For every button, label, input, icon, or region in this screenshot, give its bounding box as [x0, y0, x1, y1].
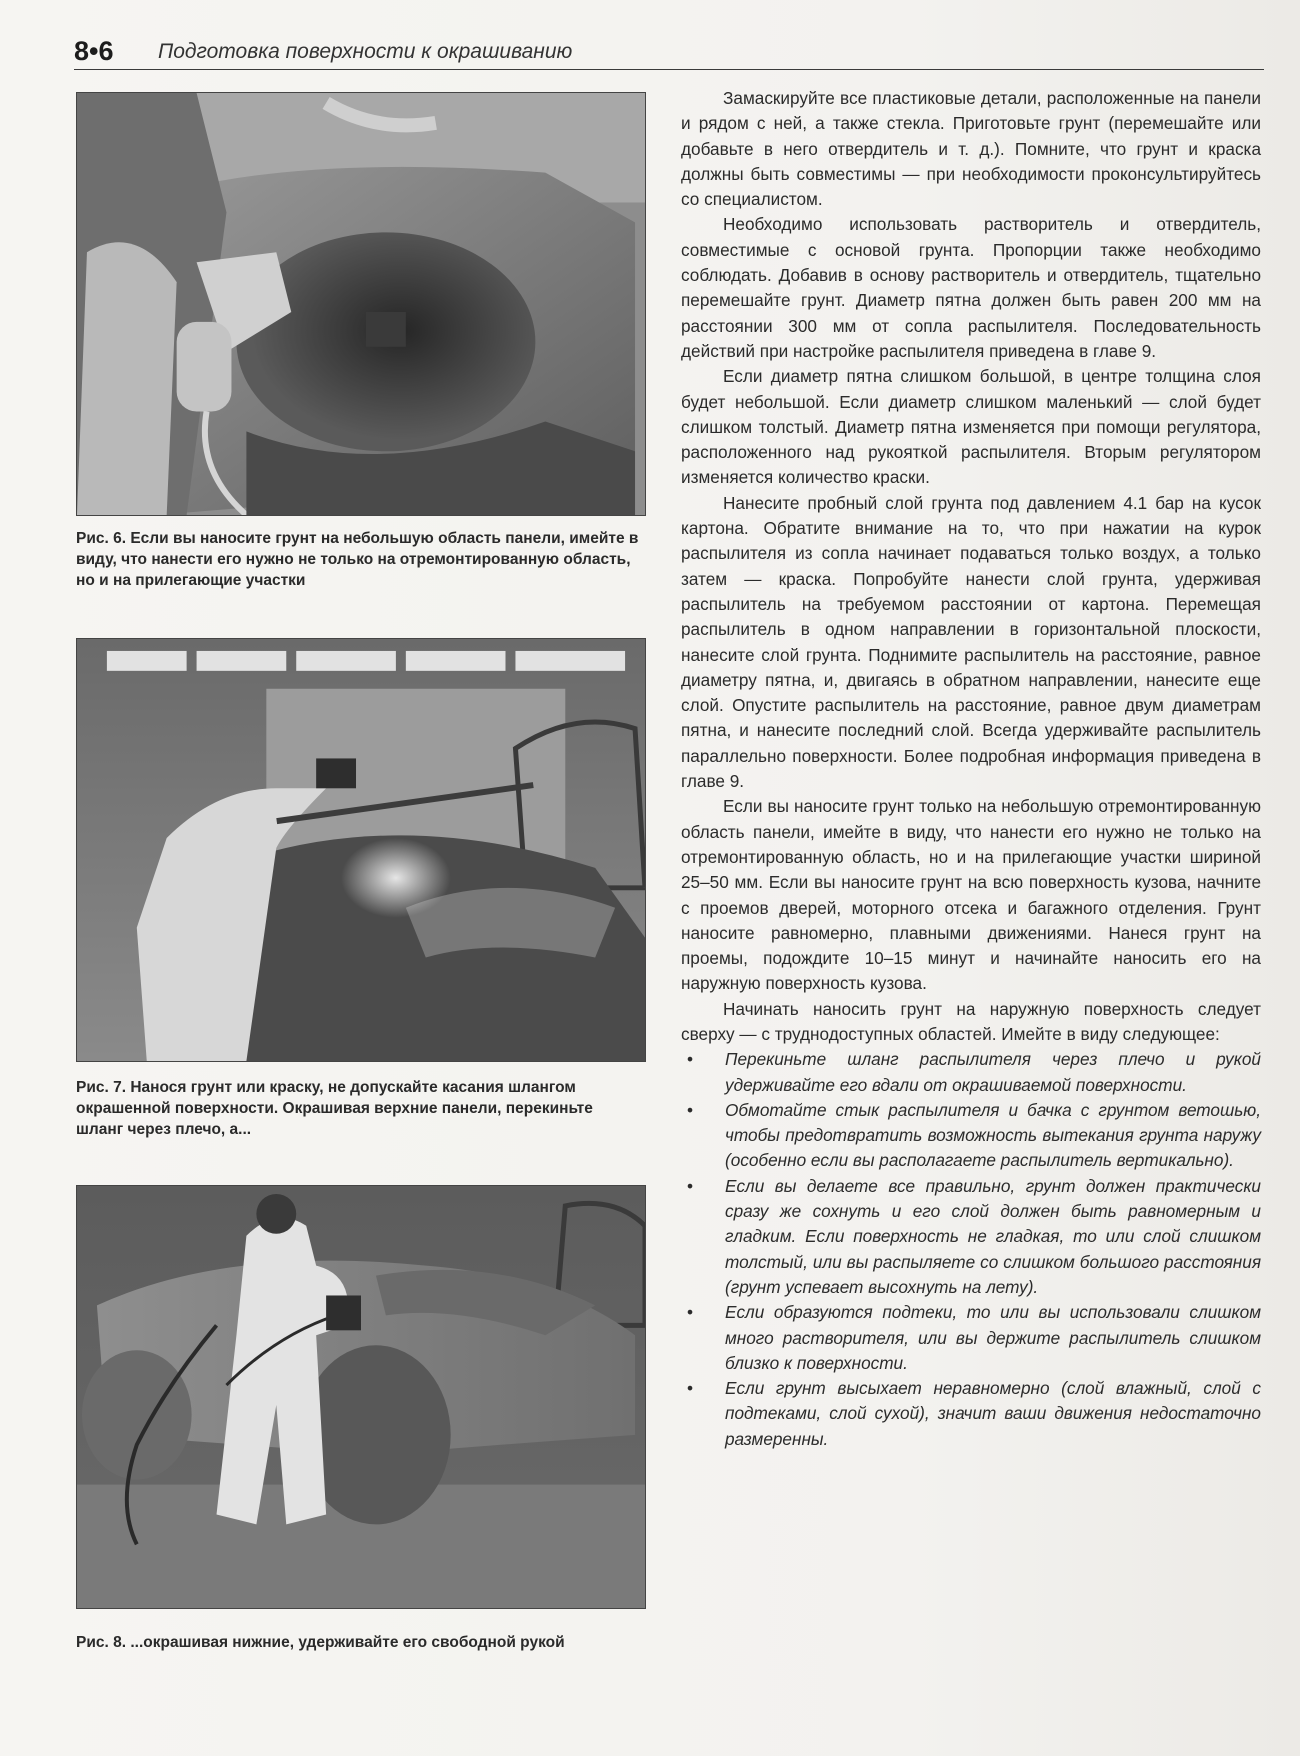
paragraph: Нанесите пробный слой грунта под давлением 4.1 бар на кусок картона. Обратите внимание на то, что при нажатии на курок распылителя из сопла начинает подаваться только воздух, а только затем — краска. Попробуйте нанести слой грунта, удерживая распылитель на требуемом расстоянии от картона. Перемещая распылитель в одном направлении в горизонтальной плоскости, нанесите слой грунта. Поднимите распылитель на расстояние, равное диаметру пятна, и, двигаясь в обратном направлении, нанесите еще слой. Опустите распылитель на расстояние, равное двум диаметрам пятна, и нанесите последний слой. Всегда удерживайте распылитель параллельно поверхности. Более подробная информация приведена в главе 9.: [681, 492, 1261, 792]
figure-7-caption: Рис. 7. Нанося грунт или краску, не допускайте касания шлангом окрашенной поверхности. Окрашивая верхние панели, перекиньте шланг через плечо, а...: [76, 1079, 593, 1138]
figure-8-caption: Рис. 8. ...окрашивая нижние, удерживайте его свободной рукой: [76, 1634, 565, 1651]
bullet-icon: •: [687, 1175, 694, 1196]
page-header: [74, 36, 1264, 70]
list-item: [681, 1300, 1261, 1376]
paragraph: Замаскируйте все пластиковые детали, расположенные на панели и рядом с ней, а также стекла. Приготовьте грунт (перемешайте или добавьте в него отвердитель и т. д.). Помните, что грунт и краска должны быть совместимы — при необходимости проконсультируйтесь со специалистом.: [681, 88, 1261, 210]
list-item-text: Если вы делаете все правильно, грунт должен практически сразу же сохнуть и его слой должен быть равномерным и гладким. Если поверхность не гладкая, то или слой слишком толстый, или вы распыляете со слишком большого расстояния (грунт успевает высохнуть на лету).: [725, 1175, 1261, 1297]
list-item-text: Если грунт высыхает неравномерно (слой влажный, слой с подтеками, слой сухой), значит ваши движения недостаточно размеренны.: [725, 1378, 1261, 1449]
list-item-text: Перекиньте шланг распылителя через плечо и рукой удерживайте его вдали от окрашиваемой поверхности.: [725, 1049, 1261, 1095]
list-item: [681, 1047, 1261, 1098]
figure-6-caption: Рис. 6. Если вы наносите грунт на небольшую область панели, имейте в виду, что нанести его нужно не только на отремонтированную область, но и на прилегающие участки: [76, 530, 639, 589]
paragraph: Если вы наносите грунт только на небольшую отремонтированную область панели, имейте в виду, что нанести его нужно не только на отремонтированную область, но и на прилегающие участки шириной 25–50 мм. Если вы наносите грунт на всю поверхность кузова, начните с проемов дверей, моторного отсека и багажного отделения. Грунт наносите равномерно, плавными движениями. Нанеся грунт на проемы, подождите 10–15 минут и начинайте наносить его на наружную поверхность кузова.: [681, 796, 1261, 994]
figure-7-photo: [76, 638, 646, 1062]
paragraph: Начинать наносить грунт на наружную поверхность следует сверху — с труднодоступных областей. Имейте в виду следующее:: [681, 998, 1261, 1044]
paragraph: Необходимо использовать растворитель и отвердитель, совместимые с основой грунта. Пропорции также необходимо соблюдать. Добавив в основу растворитель и отвердитель, тщательно перемешайте грунт. Диаметр пятна должен быть равен 200 мм на расстоянии 300 мм от сопла распылителя. Последовательность действий при настройке распылителя приведена в главе 9.: [681, 214, 1261, 361]
bullet-icon: •: [687, 1049, 694, 1070]
figure-8-photo: [76, 1185, 646, 1609]
figure-6-photo: [76, 92, 646, 516]
page-number: 8•6: [74, 36, 114, 66]
paragraph: Если диаметр пятна слишком большой, в центре толщина слоя будет небольшой. Если диаметр слишком маленький — слой будет слишком толстый. Диаметр пятна изменяется при помощи регулятора, расположенного над рукояткой распылителя. Вторым регулятором изменяется количество краски.: [681, 366, 1261, 488]
list-item: [681, 1376, 1261, 1452]
bullet-icon: •: [687, 1099, 694, 1120]
bullet-icon: •: [687, 1378, 694, 1399]
list-item: [681, 1174, 1261, 1300]
tips-list: [681, 1047, 1261, 1452]
bullet-icon: •: [687, 1302, 694, 1323]
body-text-column: [681, 86, 1261, 1452]
list-item-text: Если образуются подтеки, то или вы использовали слишком много растворителя, или вы держите распылитель слишком близко к поверхности.: [725, 1302, 1261, 1373]
list-item: [681, 1098, 1261, 1174]
chapter-title: Подготовка поверхности к окрашиванию: [158, 40, 573, 63]
list-item-text: Обмотайте стык распылителя и бачка с грунтом ветошью, чтобы предотвратить возможность вытекания грунта наружу (особенно если вы располагаете распылитель вертикально).: [725, 1099, 1261, 1171]
